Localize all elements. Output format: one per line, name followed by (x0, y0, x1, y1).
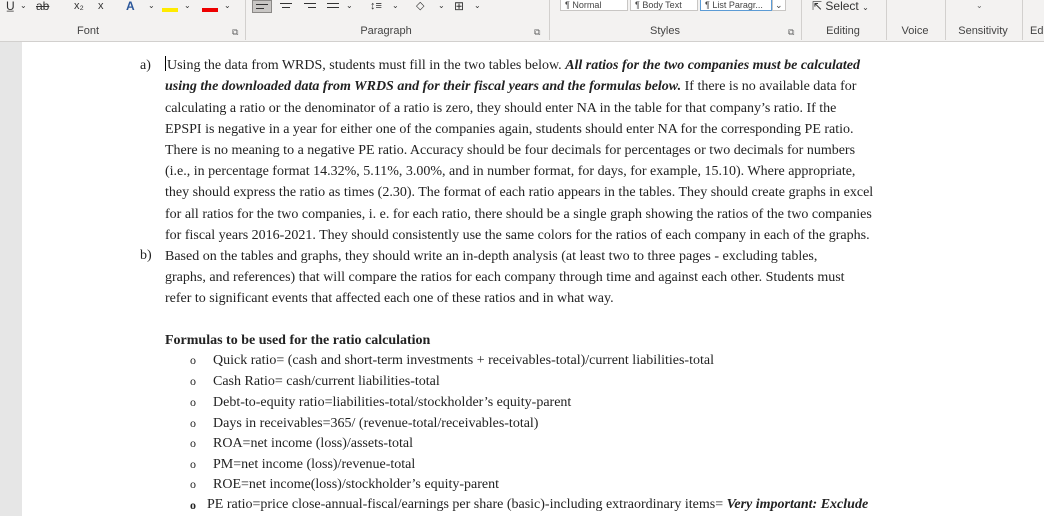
list-marker-a: a) (140, 58, 151, 73)
sensitivity-group-label: Sensitivity (958, 25, 1008, 37)
ribbon-separator (549, 0, 550, 40)
formula-debt-to-equity: Debt-to-equity ratio=liabilities-total/stockholder’s equity-parent (213, 395, 572, 410)
formula-roa: ROA=net income (loss)/assets-total (213, 436, 413, 451)
line-spacing-dropdown-icon[interactable]: ⌄ (392, 1, 399, 10)
item-a-line-2: using the downloaded data from WRDS and for their fiscal years and the formulas below. If there is no available data for (165, 79, 857, 94)
ribbon-separator (1022, 0, 1023, 40)
text-effects-icon[interactable]: A (126, 0, 135, 13)
editing-group-label: Editing (826, 25, 860, 37)
item-b-line-2: graphs, and references) that will compare the ratios for each company through time and against each other. Students must (165, 270, 845, 285)
voice-group-label: Voice (901, 25, 929, 37)
formula-quick-ratio: Quick ratio= (cash and short-term investments + receivables-total)/current liabilities-total (213, 353, 714, 368)
ribbon (0, 0, 1044, 42)
borders-icon[interactable]: ⊞ (454, 0, 465, 13)
item-a-line-5: There is no meaning to a negative PE ratio. Accuracy should be four decimals for percentages or two decimals for numbers (165, 143, 856, 158)
shading-icon[interactable]: ◇ (416, 0, 425, 12)
formula-pm: PM=net income (loss)/revenue-total (213, 457, 416, 472)
text-cursor (165, 56, 166, 71)
item-a-line-4: EPSPI is negative in a year for either one of the companies again, students should enter NA for the corresponding PE ratio. (165, 122, 854, 137)
align-right-icon[interactable] (300, 0, 320, 13)
bullet-icon: o (190, 353, 196, 367)
item-a-line-7: they should express the ratio as times (2.30). The format of each ratio appears in the tables. They should create graphs in excel (165, 185, 874, 200)
document-page[interactable] (22, 42, 1044, 516)
select-button[interactable] (812, 0, 869, 14)
ribbon-separator (886, 0, 887, 40)
underline-icon[interactable]: U̲ (6, 0, 15, 13)
style-list-paragraph[interactable]: ¶ List Paragr... (700, 0, 772, 11)
bullet-icon: o (190, 374, 196, 388)
formula-pe-ratio: PE ratio=price close-annual-fiscal/earnings per share (basic)-including extraordinary items= Very important: Exclude (207, 497, 869, 512)
align-left-icon[interactable] (252, 0, 272, 13)
ribbon-separator (945, 0, 946, 40)
font-color-icon[interactable] (202, 8, 218, 12)
editor-group-label: Ed (1030, 25, 1044, 37)
styles-dialog-launcher-icon[interactable]: ⧉ (788, 27, 795, 37)
select-cursor-icon: ⇱ (812, 0, 823, 13)
style-body-text[interactable]: ¶ Body Text (630, 0, 698, 11)
list-marker-b: b) (140, 248, 152, 263)
font-dialog-launcher-icon[interactable]: ⧉ (232, 27, 239, 37)
bullet-icon: o (190, 498, 196, 512)
font-color-dropdown-icon[interactable]: ⌄ (224, 1, 231, 10)
shading-dropdown-icon[interactable]: ⌄ (438, 1, 445, 10)
bullet-icon: o (190, 416, 196, 430)
sensitivity-dropdown-icon[interactable]: ⌄ (976, 1, 983, 10)
bullet-icon: o (190, 395, 196, 409)
style-normal[interactable]: ¶ Normal (560, 0, 628, 11)
ribbon-separator (245, 0, 246, 40)
paragraph-group-label: Paragraph (360, 25, 412, 37)
item-a-line-6: (i.e., in percentage format 14.32%, 5.11%, 3.00%, and in number format, for days, for example, 15.10). Where appropriate, (165, 164, 856, 179)
item-b-line-1: Based on the tables and graphs, they should write an in-depth analysis (at least two to three pages - excluding tables, (165, 249, 818, 264)
font-group-label: Font (76, 25, 99, 37)
item-a-line-3: calculating a ratio or the denominator of a ratio is zero, they should enter NA in the table for that company’s ratio. If the (165, 101, 837, 116)
highlight-icon[interactable] (162, 8, 178, 12)
highlight-dropdown-icon[interactable]: ⌄ (184, 1, 191, 10)
strikethrough-icon[interactable]: ab (36, 0, 50, 13)
justify-icon[interactable] (324, 0, 344, 13)
styles-group-label: Styles (650, 25, 680, 37)
justify-dropdown-icon[interactable]: ⌄ (346, 1, 353, 10)
formula-days-in-receivables: Days in receivables=365/ (revenue-total/receivables-total) (213, 416, 539, 431)
bullet-icon: o (190, 457, 196, 471)
text-effects-dropdown-icon[interactable]: ⌄ (148, 1, 155, 10)
formula-cash-ratio: Cash Ratio= cash/current liabilities-total (213, 374, 440, 389)
select-dropdown-icon: ⌄ (862, 3, 869, 12)
select-label: Select (825, 0, 859, 13)
borders-dropdown-icon[interactable]: ⌄ (474, 1, 481, 10)
bullet-icon: o (190, 477, 196, 491)
ribbon-separator (801, 0, 802, 40)
line-spacing-icon[interactable]: ↕≡ (370, 0, 382, 12)
item-a-line-1: Using the data from WRDS, students must fill in the two tables below. All ratios for the two companies must be calculated (167, 58, 860, 73)
underline-dropdown-icon[interactable]: ⌄ (20, 1, 27, 10)
item-a-line-8: for all ratios for the two companies, i. e. for each ratio, there should be a single graph showing the ratios of the two companies (165, 207, 872, 222)
subscript-icon[interactable]: x₂ (74, 0, 84, 12)
styles-scroll-icon[interactable]: ⌄ (772, 0, 786, 11)
item-b-line-3: refer to significant events that affected each one of these ratios and in what way. (165, 291, 614, 306)
left-margin-gutter (0, 42, 22, 516)
formulas-heading: Formulas to be used for the ratio calculation (165, 333, 431, 348)
item-a-line-9: for fiscal years 2016-2021. They should consistently use the same colors for the ratios of each company in each of the graphs. (165, 228, 870, 243)
bullet-icon: o (190, 436, 196, 450)
formula-roe: ROE=net income(loss)/stockholder’s equity-parent (213, 477, 500, 492)
paragraph-dialog-launcher-icon[interactable]: ⧉ (534, 27, 541, 37)
superscript-icon[interactable]: x (98, 0, 104, 12)
align-center-icon[interactable] (276, 0, 296, 13)
